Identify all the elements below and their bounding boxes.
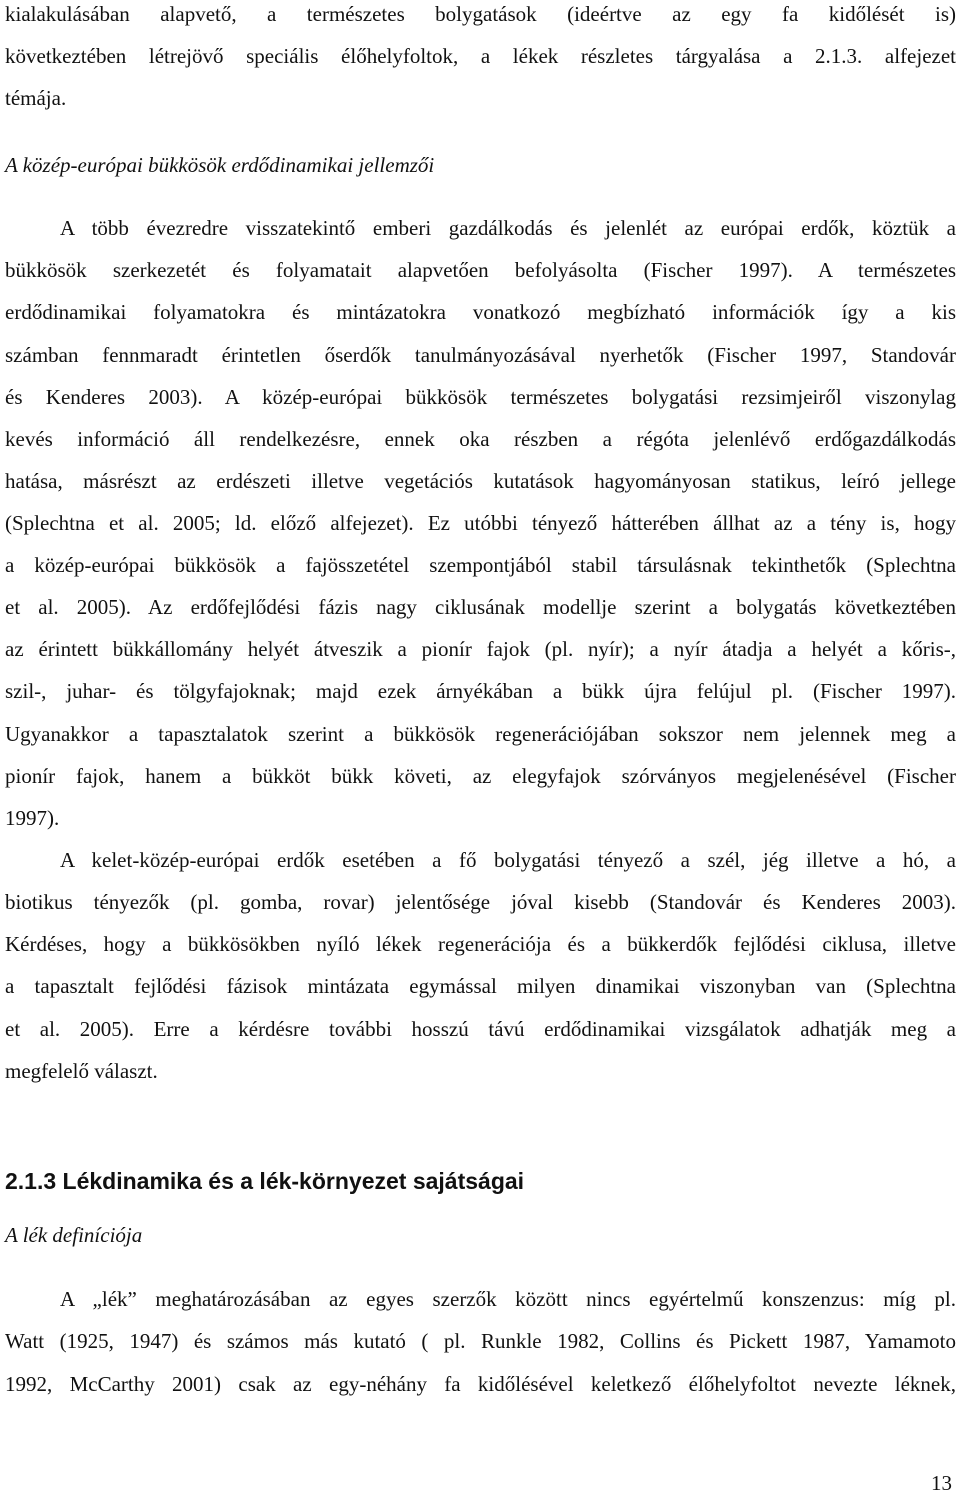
text-line: erdődinamikai folyamatokra és mintázatokra vonatkozó megbízható információk így a kis — [5, 300, 956, 324]
text-line: következtében létrejövő speciális élőhelyfoltok, a lékek részletes tárgyalása a 2.1.3. alfejezet — [5, 44, 956, 68]
text-line: megfelelő választ. — [5, 1059, 158, 1083]
text-line: Ugyanakkor a tapasztalatok szerint a bükkösök regenerációjában sokszor nem jelennek meg a — [5, 722, 956, 746]
text-line: et al. 2005). Az erdőfejlődési fázis nagy ciklusának modellje szerint a bolygatás következtében — [5, 595, 956, 619]
text-line: kialakulásában alapvető, a természetes bolygatások (ideértve az egy fa kidőlését is) — [5, 2, 956, 26]
page-number: 13 — [931, 1471, 952, 1495]
text-line: témája. — [5, 86, 67, 110]
text-line: pionír fajok, hanem a bükköt bükk követi, az elegyfajok szórványos megjelenésével (Fischer — [5, 764, 956, 788]
text-line: biotikus tényezők (pl. gomba, rovar) jelentősége jóval kisebb (Standovár és Kenderes 2003). — [5, 890, 956, 914]
text-line: A „lék” meghatározásában az egyes szerzők között nincs egyértelmű konszenzus: míg pl. — [60, 1287, 956, 1311]
text-line: szil-, juhar- és tölgyfajoknak; majd ezek árnyékában a bükk újra felújul pl. (Fischer 1997). — [5, 679, 956, 703]
text-line: 1992, McCarthy 2001) csak az egy-néhány fa kidőlésével keletkező élőhelyfoltot nevezte léknek, — [5, 1372, 956, 1396]
text-line: számban fennmaradt érintetlen őserdők tanulmányozásával nyerhetők (Fischer 1997, Standovár — [5, 343, 956, 367]
text-line: Kérdéses, hogy a bükkösökben nyíló lékek regenerációja és a bükkerdők fejlődési ciklusa, illetve — [5, 932, 956, 956]
text-line: A több évezredre visszatekintő emberi gazdálkodás és jelenlét az európai erdők, köztük a — [60, 216, 956, 240]
text-line: Watt (1925, 1947) és számos más kutató ( pl. Runkle 1982, Collins és Pickett 1987, Yamamoto — [5, 1329, 956, 1353]
subsection-heading: A közép-európai bükkösök erdődinamikai jellemzői — [5, 153, 435, 177]
text-line: a tapasztalt fejlődési fázisok mintázata egymással milyen dinamikai viszonyban van (Splechtna — [5, 974, 956, 998]
section-heading: 2.1.3 Lékdinamika és a lék-környezet sajátságai — [5, 1168, 525, 1194]
text-line: et al. 2005). Erre a kérdésre további hosszú távú erdődinamikai vizsgálatok adhatják meg a — [5, 1017, 956, 1041]
text-line: a közép-európai bükkösök a fajösszetétel szempontjából stabil társulásnak tekinthetők (Splechtna — [5, 553, 956, 577]
text-line: kevés információ áll rendelkezésre, ennek oka részben a régóta jelenlévő erdőgazdálkodás — [5, 427, 956, 451]
text-line: bükkösök szerkezetét és folyamatait alapvetően befolyásolta (Fischer 1997). A természetes — [5, 258, 956, 282]
text-line: az érintett bükkállomány helyét átveszik a pionír fajok (pl. nyír); a nyír átadja a helyét a kőris-, — [5, 637, 956, 661]
text-line: hatása, másrészt az erdészeti illetve vegetációs kutatások hagyományosan statikus, leíró jellege — [5, 469, 956, 493]
subsection-heading: A lék definíciója — [5, 1223, 143, 1247]
text-line: (Splechtna et al. 2005; ld. előző alfejezet). Ez utóbbi tényező hátterében állhat az a tény is, hogy — [5, 511, 956, 535]
text-line: 1997). — [5, 806, 60, 830]
text-line: és Kenderes 2003). A közép-európai bükkösök természetes bolygatási rezsimjeiről viszonylag — [5, 385, 956, 409]
text-line: A kelet-közép-európai erdők esetében a fő bolygatási tényező a szél, jég illetve a hó, a — [60, 848, 956, 872]
